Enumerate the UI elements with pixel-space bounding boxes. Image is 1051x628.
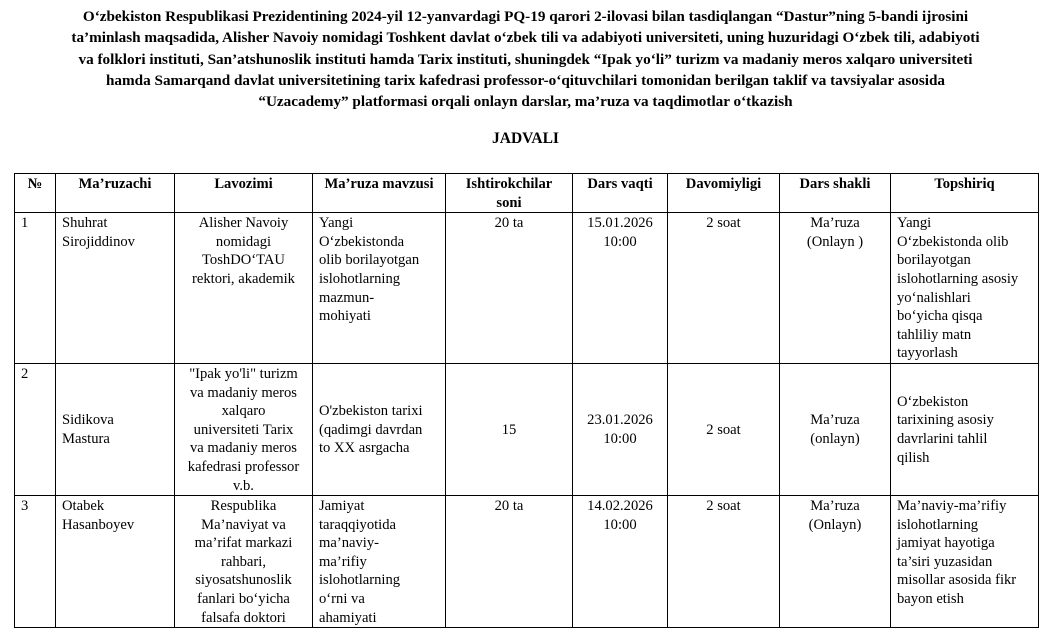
cell-line: O'zbekiston tarixi <box>319 403 423 420</box>
table-header-row <box>15 174 1039 213</box>
heading-line: hamda Samarqand davlat universitetining tarix kafedrasi professor-o‘qituvchilari tomonidan berilgan taklif va tavsiyalar asosida <box>105 71 946 89</box>
cell-topic <box>313 496 446 628</box>
cell-line: va madaniy meros <box>190 440 297 457</box>
cell-line: tahliliy matn <box>897 326 972 343</box>
cell-line: xalqaro <box>221 403 266 420</box>
cell-participants <box>446 363 573 495</box>
cell-line: Yangi <box>897 215 932 232</box>
cell-line: ma’rifat markazi <box>194 535 293 552</box>
cell-no <box>15 363 56 495</box>
cell-speaker <box>56 363 175 495</box>
cell-topic <box>313 213 446 364</box>
cell-line: 20 ta <box>494 498 524 515</box>
cell-line: 1 <box>21 215 29 232</box>
header-topic: Ma’ruza mavzusi <box>313 174 446 213</box>
header-time: Dars vaqti <box>573 174 668 213</box>
document-heading <box>0 6 1051 112</box>
cell-time <box>573 363 668 495</box>
heading-line: O‘zbekiston Respublikasi Prezidentining 2024-yil 12-yanvardagi PQ-19 qarori 2-ilovasi bilan tasdiqlangan “Dastur”ning 5-bandi ijrosini <box>82 8 969 25</box>
cell-task <box>891 213 1039 364</box>
cell-line: to XX asrgacha <box>319 440 410 457</box>
cell-line: Otabek <box>62 498 105 515</box>
cell-format <box>780 213 891 364</box>
cell-line: fanlari bo‘yicha <box>197 591 290 608</box>
cell-no <box>15 213 56 364</box>
cell-line: Jamiyat <box>319 498 365 515</box>
cell-line: Ma’naviyat va <box>201 516 286 533</box>
cell-line: ToshDO‘TAU <box>202 252 285 269</box>
cell-duration <box>668 363 780 495</box>
cell-line: mohiyati <box>319 308 371 325</box>
table-row <box>15 496 1039 628</box>
cell-line: Respublika <box>210 498 277 515</box>
cell-no <box>15 496 56 628</box>
cell-line: ta’siri yuzasidan <box>897 553 993 570</box>
cell-line: (onlayn) <box>810 431 860 448</box>
cell-line: universiteti Tarix <box>193 421 294 438</box>
cell-line: ahamiyati <box>319 609 377 626</box>
cell-line: O‘zbekistonda <box>319 233 405 250</box>
cell-line: ma’naviy- <box>319 535 379 552</box>
cell-line: islohotlarning <box>319 270 401 287</box>
cell-line: Mastura <box>62 431 110 448</box>
cell-speaker <box>56 213 175 364</box>
cell-time <box>573 213 668 364</box>
cell-line: rahbari, <box>221 553 266 570</box>
cell-format <box>780 363 891 495</box>
cell-line: davrlarini tahlil <box>897 431 988 448</box>
cell-participants <box>446 213 573 364</box>
heading-line: “Uzacademy” platformasi orqali onlayn darslar, ma’ruza va taqdimotlar o‘tkazish <box>258 93 793 111</box>
cell-line: 10:00 <box>603 431 637 448</box>
cell-time <box>573 496 668 628</box>
heading-line: ta’minlash maqsadida, Alisher Navoiy nomidagi Toshkent davlat o‘zbek tili va adabiyoti universiteti, uning huzuridagi O‘zbek tili, adabiyoti <box>71 29 980 47</box>
cell-line: Shuhrat <box>62 215 108 232</box>
cell-line: 10:00 <box>603 516 637 533</box>
schedule-table <box>14 173 1039 628</box>
cell-line: Ma’ruza <box>810 215 860 232</box>
cell-topic <box>313 363 446 495</box>
cell-line: Sidikova <box>62 412 114 429</box>
cell-line: 10:00 <box>603 233 637 250</box>
cell-task <box>891 496 1039 628</box>
cell-line: islohotlarning <box>897 516 979 533</box>
cell-position <box>175 213 313 364</box>
header-task: Topshiriq <box>891 174 1039 213</box>
cell-line: 2 <box>21 365 29 382</box>
cell-position <box>175 496 313 628</box>
cell-line: borilayotgan <box>897 252 971 269</box>
cell-line: Alisher Navoiy <box>198 215 289 232</box>
cell-line: taraqqiyotida <box>319 516 396 533</box>
cell-duration <box>668 213 780 364</box>
cell-position <box>175 363 313 495</box>
cell-line: islohotlarning asosiy <box>897 270 1019 287</box>
cell-line: 23.01.2026 <box>587 412 653 429</box>
cell-line: jamiyat hayotiga <box>897 535 995 552</box>
cell-line: v.b. <box>233 477 254 494</box>
cell-line: 2 soat <box>706 421 741 438</box>
cell-line: 2 soat <box>706 498 741 515</box>
cell-task <box>891 363 1039 495</box>
cell-line: 14.02.2026 <box>587 498 653 515</box>
cell-line: misollar asosida fikr <box>897 572 1017 589</box>
cell-line: rektori, akademik <box>192 270 295 287</box>
cell-line: Ma’ruza <box>810 498 860 515</box>
cell-line: "Ipak yo'li" turizm <box>189 365 298 382</box>
cell-line: bo‘yicha qisqa <box>897 308 983 325</box>
cell-line: Sirojiddinov <box>62 233 135 250</box>
header-duration: Davomiyligi <box>668 174 780 213</box>
cell-line: islohotlarning <box>319 572 401 589</box>
cell-line: o‘rni va <box>319 591 365 608</box>
cell-line: (qadimgi davrdan <box>319 421 423 438</box>
cell-line: yo‘nalishlari <box>897 289 971 306</box>
cell-line: Ma’ruza <box>810 412 860 429</box>
header-participants: Ishtirokchilar soni <box>446 174 573 213</box>
header-format: Dars shakli <box>780 174 891 213</box>
table-row <box>15 363 1039 495</box>
cell-line: Ma’naviy-ma’rifiy <box>897 498 1007 515</box>
cell-line: O‘zbekiston <box>897 393 969 410</box>
cell-line: 15 <box>501 421 517 438</box>
cell-line: 20 ta <box>494 215 524 232</box>
cell-line: falsafa doktori <box>201 609 286 626</box>
header-speaker: Ma’ruzachi <box>56 174 175 213</box>
cell-line: O‘zbekistonda olib <box>897 233 1009 250</box>
cell-line: nomidagi <box>215 233 272 250</box>
cell-line: va madaniy meros <box>190 384 297 401</box>
cell-line: Yangi <box>319 215 354 232</box>
header-position: Lavozimi <box>175 174 313 213</box>
heading-line: va folklori instituti, San’atshunoslik instituti hamda Tarix instituti, shuningdek “Ipak yo‘li” turizm va madaniy meros xalqaro universiteti <box>78 50 973 68</box>
cell-line: kafedrasi professor <box>187 458 300 475</box>
cell-line: 2 soat <box>706 215 741 232</box>
cell-line: ma’rifiy <box>319 553 367 570</box>
cell-line: tarixining asosiy <box>897 412 994 429</box>
cell-line: bayon etish <box>897 591 964 608</box>
document-subtitle: JADVALI <box>492 130 559 147</box>
cell-line: tayyorlash <box>897 345 958 362</box>
cell-participants <box>446 496 573 628</box>
cell-line: (Onlayn ) <box>806 233 864 250</box>
cell-line: 15.01.2026 <box>587 215 653 232</box>
cell-format <box>780 496 891 628</box>
table-row <box>15 213 1039 364</box>
cell-line: 3 <box>21 498 29 515</box>
cell-speaker <box>56 496 175 628</box>
cell-duration <box>668 496 780 628</box>
cell-line: Hasanboyev <box>62 516 135 533</box>
header-no: № <box>15 174 56 213</box>
cell-line: (Onlayn) <box>808 516 862 533</box>
cell-line: olib borilayotgan <box>319 252 420 269</box>
cell-line: mazmun- <box>319 289 375 306</box>
cell-line: qilish <box>897 449 930 466</box>
cell-line: siyosatshunoslik <box>195 572 292 589</box>
